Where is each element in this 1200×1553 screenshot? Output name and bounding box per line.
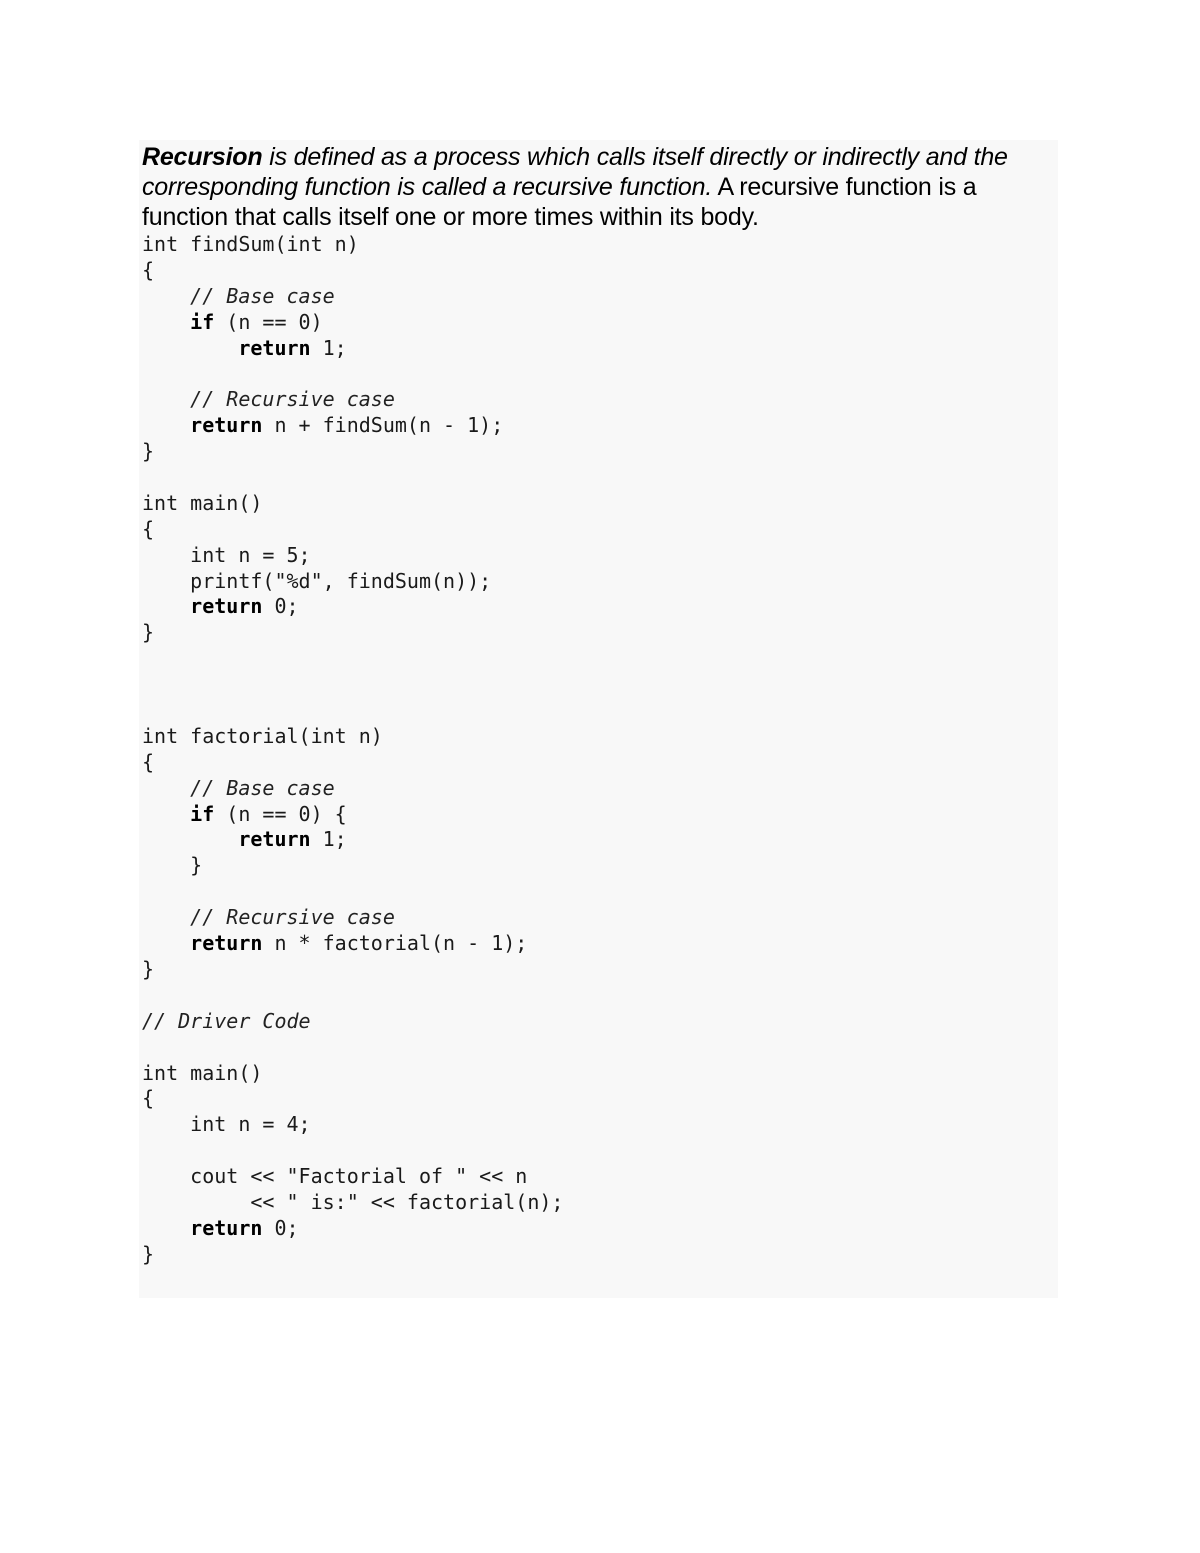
code-line	[142, 258, 1058, 284]
code-line	[142, 1009, 1058, 1035]
code-text: {	[142, 1086, 155, 1111]
code-text: }	[142, 853, 203, 878]
code-comment: // Driver Code	[142, 1008, 311, 1033]
code-text: n + findSum(n - 1);	[262, 413, 504, 438]
code-line	[142, 827, 1058, 853]
code-text: int n = 5;	[142, 542, 311, 567]
code-line	[142, 1190, 1058, 1216]
code-line	[142, 594, 1058, 620]
code-line	[142, 569, 1058, 595]
code-line	[142, 620, 1058, 646]
code-line	[142, 517, 1058, 543]
code-text: int main()	[142, 1060, 263, 1085]
code-line	[142, 1164, 1058, 1190]
code-line	[142, 232, 1058, 258]
code-line	[142, 802, 1058, 828]
code-text: n * factorial(n - 1);	[262, 931, 528, 956]
code-line	[142, 776, 1058, 802]
code-keyword: if	[190, 309, 215, 334]
code-line	[142, 1061, 1058, 1087]
code-keyword: return	[190, 594, 263, 619]
code-text	[142, 310, 190, 334]
code-line	[142, 543, 1058, 569]
code-text	[142, 336, 238, 360]
intro-paragraph	[142, 140, 1058, 232]
code-keyword: return	[190, 1215, 263, 1240]
code-text	[142, 1216, 190, 1240]
code-line	[142, 724, 1058, 750]
code-text	[142, 284, 190, 308]
code-line	[142, 336, 1058, 362]
code-line	[142, 439, 1058, 465]
code-text: (n == 0)	[214, 309, 323, 334]
code-text	[142, 594, 190, 618]
code-text: int findSum(int n)	[142, 232, 359, 256]
code-text: int main()	[142, 490, 263, 515]
code-text	[142, 931, 190, 955]
code-comment: // Recursive case	[190, 387, 395, 412]
code-line	[142, 931, 1058, 957]
code-text: 0;	[262, 594, 299, 619]
code-text	[142, 905, 190, 929]
code-keyword: return	[190, 931, 263, 956]
code-line	[142, 672, 1058, 698]
code-comment: // Base case	[190, 775, 335, 800]
code-line	[142, 1242, 1058, 1268]
code-line	[142, 310, 1058, 336]
code-text	[142, 776, 190, 800]
code-text	[142, 827, 238, 851]
code-text: int factorial(int n)	[142, 723, 383, 748]
code-comment: // Base case	[190, 283, 335, 308]
code-line	[142, 1086, 1058, 1112]
code-line	[142, 1112, 1058, 1138]
code-line	[142, 698, 1058, 724]
code-comment: // Recursive case	[190, 905, 395, 930]
intro-explanation: A recursive function is a function that calls itself one or more times within its body.	[142, 173, 977, 231]
code-text: (n == 0) {	[214, 801, 347, 826]
code-text: int n = 4;	[142, 1112, 311, 1137]
code-text: {	[142, 516, 155, 541]
intro-definition: is defined as a process which calls itself directly or indirectly and the corresponding function is called a recursive function.	[142, 143, 1008, 201]
code-line	[142, 1035, 1058, 1061]
code-text: }	[142, 956, 155, 981]
code-line	[142, 646, 1058, 672]
code-text: << " is:" << factorial(n);	[142, 1189, 564, 1214]
code-text: 1;	[310, 827, 347, 852]
code-line	[142, 284, 1058, 310]
code-block	[142, 232, 1058, 1268]
code-line	[142, 853, 1058, 879]
code-text: }	[142, 620, 155, 645]
code-text: }	[142, 1241, 155, 1266]
code-line	[142, 387, 1058, 413]
document-content	[139, 140, 1058, 1298]
code-line	[142, 957, 1058, 983]
code-line	[142, 1138, 1058, 1164]
code-line	[142, 465, 1058, 491]
code-line	[142, 1216, 1058, 1242]
code-keyword: return	[238, 827, 311, 852]
code-text: {	[142, 257, 155, 282]
code-keyword: return	[238, 335, 311, 360]
code-keyword: if	[190, 801, 215, 826]
intro-term: Recursion	[142, 143, 263, 171]
code-text	[142, 802, 190, 826]
code-text	[142, 413, 190, 437]
code-line	[142, 750, 1058, 776]
code-text	[142, 387, 190, 411]
code-text: 1;	[310, 335, 347, 360]
code-line	[142, 983, 1058, 1009]
code-line	[142, 491, 1058, 517]
code-text: {	[142, 749, 155, 774]
code-line	[142, 361, 1058, 387]
code-text: printf("%d", findSum(n));	[142, 568, 492, 593]
code-line	[142, 413, 1058, 439]
code-text: cout << "Factorial of " << n	[142, 1164, 528, 1189]
code-line	[142, 879, 1058, 905]
code-text: }	[142, 439, 155, 464]
code-text: 0;	[262, 1215, 299, 1240]
code-line	[142, 905, 1058, 931]
code-keyword: return	[190, 413, 263, 438]
